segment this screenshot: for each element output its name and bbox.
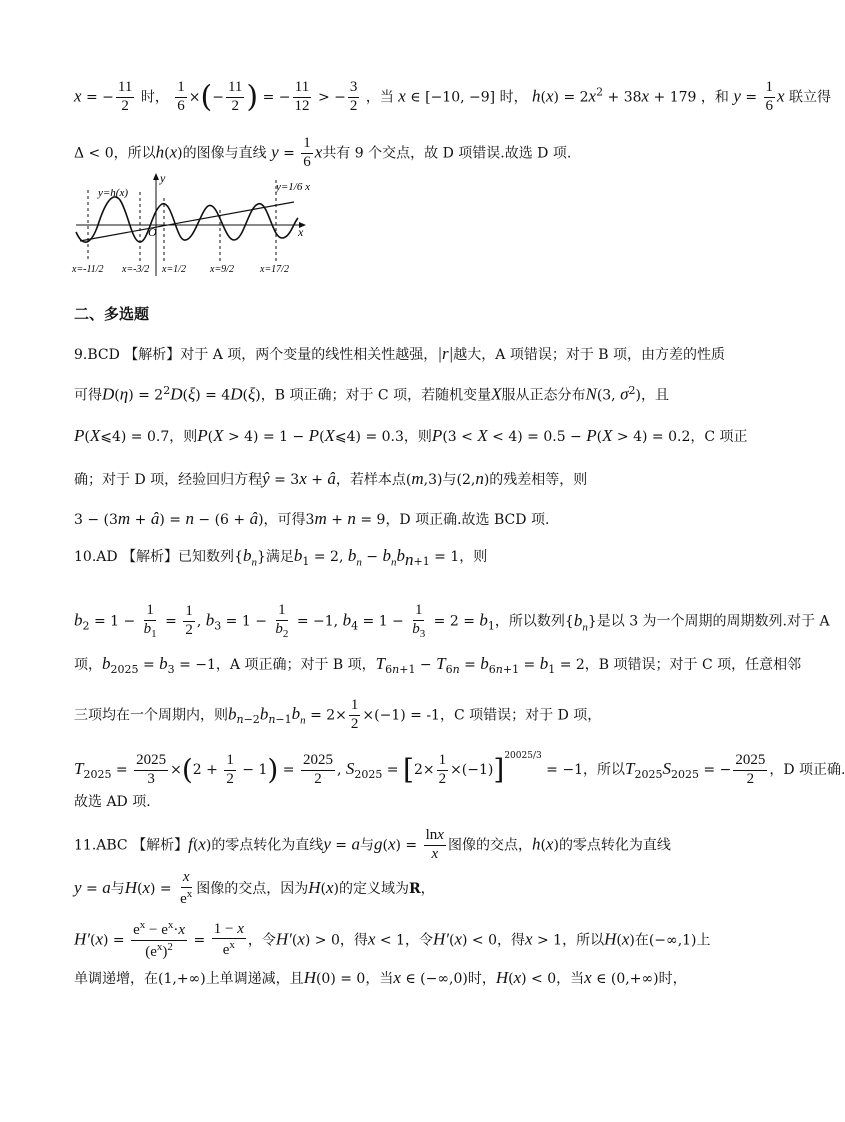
text: ，则 (169, 429, 198, 445)
text-line: $T_{2025}$ = $\frac{2025}{3}$ ×(2 + $\frac{1}{2}$ − 1) = $\frac{2025}{2}$ , $S_{2025} = [2\times$ $\frac{1}{2}$ ×(−1)]$^{20025/3}$ = −1，所以$T_{2025}S_{2025}$ = − $\frac{2025}{2}$ ，D 项正确. (74, 751, 845, 787)
text: ，则 (459, 549, 488, 565)
text-line: 项，$b_{2025} = b_3 = -1$，A 项正确；对于 B 项，$T_{6n+1} - T_{6n} = b_{6n+1} = b_1 = 2$，B 项错误；对于 C 项，任意相邻 (74, 654, 802, 676)
text: ，得 (339, 932, 368, 949)
marker-label: x=-3/2 (122, 264, 150, 275)
text: 图像的交点，因为 (196, 880, 309, 897)
origin-label: O (148, 225, 157, 239)
text: 时， (658, 971, 687, 987)
text: 时， (140, 89, 169, 106)
text: 与 (360, 837, 374, 854)
text-line: P(X⩽4) = 0.7，则P(X > 4) = 1 − P(X⩽4) = 0.3，则P(3 < X < 4) = 0.5 − P(X > 4) = 0.2，C 项正 (74, 426, 748, 445)
text: 11.ABC 【解析】 (74, 837, 189, 854)
text-line: 3 − (3m + â) = n − (6 + â)，可得3m + n = 9，D 项正确.故选 BCD 项. (74, 509, 550, 528)
marker-label: x=1/2 (162, 264, 186, 275)
text: ，所以 (113, 145, 156, 162)
text: ，得 (496, 932, 525, 949)
text: 服从正态分布 (501, 387, 586, 404)
text: ，D 项正确. (769, 762, 845, 778)
text: 联立得 (789, 89, 832, 106)
text: 与 (442, 472, 457, 488)
text: ，当 (556, 971, 585, 987)
text: 满足 (265, 549, 294, 565)
text: 共有 9 个交点，故 D 项错误.故选 D 项. (322, 145, 572, 162)
text: ，令 (247, 932, 276, 949)
text: ，A 项正确；对于 B 项， (215, 657, 376, 673)
text: 单调递增，在 (74, 971, 158, 987)
marker-label: x=-11/2 (72, 264, 104, 275)
text-line: 单调递增，在(1,+∞)上单调递减，且H(0) = 0，当x ∈ (−∞,0)时，H(x) < 0，当x ∈ (0,+∞)时， (74, 968, 687, 987)
text-line: 三项均在一个周期内，则$b_{n-2}b_{n-1}b_n = 2\times$ $\frac{1}{2}$ ×(−1) = -1，C 项错误；对于 D 项， (74, 697, 602, 732)
section-title: 二、多选题 (74, 305, 150, 323)
text-line: y = a与H(x) = $\frac{x}{e^x}$ 图像的交点，因为H(x)的定义域为R， (74, 869, 435, 907)
text: 时， (467, 971, 496, 987)
text: 项， (74, 657, 102, 673)
text: ，则 (403, 429, 432, 445)
text: ，B 项正确；对于 C 项，若随机变量 (260, 387, 492, 404)
text-line: $b_2 = 1$ − $\frac{1}{b_1}$ = $\frac{1}{2}$ , $b_3 = 1$ − $\frac{1}{b_2}$ = −1, $b_4 = 1$ − $\frac{1}{b_3}$ = $2 = b_1$，所以数列$\{b_n\}$是以 3 为一个周期的周期数列.对于 A (74, 602, 830, 640)
text-line: H′(x) = $\frac{e^x - e^x\cdot x}{(e^x)^2}$ = $\frac{1 - x}{e^x}$ ，令H′(x) > 0，得x < 1，令H′(x) < 0，得x > 1，所以H(x)在(−∞,1)上 (74, 919, 711, 960)
text: 上 (696, 932, 711, 949)
text-line: 10.AD 【解析】已知数列$\{b_n\}$满足$b_1 = 2$, $b_n - b_nb_{n+1} = 1$，则 (74, 546, 488, 569)
text: 的定义域为 (339, 880, 410, 897)
text: ，B 项错误；对于 C 项，任意相邻 (584, 657, 802, 673)
text: ，C 项正 (690, 429, 748, 445)
text-line: 可得$D(\eta) = 2^2D(\xi) = 4D(\xi)$，B 项正确；对于 C 项，若随机变量X服从正态分布N(3, $\sigma^2$)，且 (74, 384, 669, 404)
text: 的图像与直线 (182, 145, 267, 162)
text: ，令 (404, 932, 433, 949)
marker-label: x=17/2 (260, 264, 289, 275)
x-axis-label: x (298, 225, 304, 239)
text: 时， (499, 89, 528, 106)
y-axis-label: y (160, 171, 166, 185)
text: 三项均在一个周期内，则 (74, 707, 228, 724)
text: ，且 (640, 387, 669, 404)
text: ，所以数列 (494, 613, 565, 630)
text: ，D 项正确.故选 BCD 项. (385, 512, 550, 528)
text: ，可得 (263, 512, 306, 528)
text: 在 (634, 932, 649, 949)
text-line (74, 795, 151, 809)
text-line: x = − $\frac{11}{2}$ 时， $\frac{1}{6}$ ×(− $\frac{11}{2}$ ) = − $\frac{11}{12}$ > − $\frac{3}{2}$ ，当 x ∈ [−10, −9] 时， $h(x) = 2x^2 + 38x + 179$ ，和 y = $\frac{1}{6}$ x 联立得 (74, 79, 832, 115)
line-label: y=1/6 x (276, 181, 310, 193)
text-line: 确；对于 D 项，经验回归方程ŷ = 3x + â，若样本点(m,3)与(2,n)的残差相等，则 (74, 469, 588, 488)
text: 与 (110, 880, 125, 897)
text: ，和 (700, 89, 729, 106)
text: 越大，A 项错误；对于 B 项，由方差的性质 (453, 347, 726, 363)
text: ，C 项错误；对于 D 项， (439, 707, 602, 724)
text: 故选 AD 项. (74, 794, 151, 810)
text: ，若样本点 (335, 472, 406, 488)
function-graph (72, 170, 312, 282)
text: 确；对于 D 项，经验回归方程 (74, 472, 263, 488)
text: 9.BCD 【解析】对于 A 项，两个变量的线性相关性越强， (74, 347, 438, 363)
text: 的零点转化为直线 (211, 837, 324, 854)
curve-label: y=h(x) (98, 187, 129, 199)
real-set: R (409, 880, 421, 897)
text: ，所以 (582, 762, 625, 778)
text: ，所以 (562, 932, 605, 949)
text-line: 9.BCD 【解析】对于 A 项，两个变量的线性相关性越强，|r|越大，A 项错误；对于 B 项，由方差的性质 (74, 344, 726, 363)
text: 图像的交点， (447, 837, 532, 854)
text: 可得 (74, 387, 102, 404)
text: 的零点转化为直线 (558, 837, 671, 854)
text-line: Δ < 0，所以h(x)的图像与直线 y = $\frac{1}{6}$ x共有 9 个交点，故 D 项错误.故选 D 项. (74, 135, 572, 170)
text: 是以 3 为一个周期的周期数列.对于 A (596, 613, 830, 630)
marker-label: x=9/2 (210, 264, 234, 275)
text: ，当 (365, 89, 394, 106)
text-line: 11.ABC 【解析】f(x)的零点转化为直线y = a与g(x) = $\frac{\ln x}{x}$ 图像的交点，h(x)的零点转化为直线 (74, 827, 671, 862)
text: 上单调递减，且 (205, 971, 304, 987)
text: 10.AD 【解析】已知数列 (74, 549, 235, 565)
text: ，当 (365, 971, 394, 987)
text: 的残差相等，则 (489, 472, 588, 488)
